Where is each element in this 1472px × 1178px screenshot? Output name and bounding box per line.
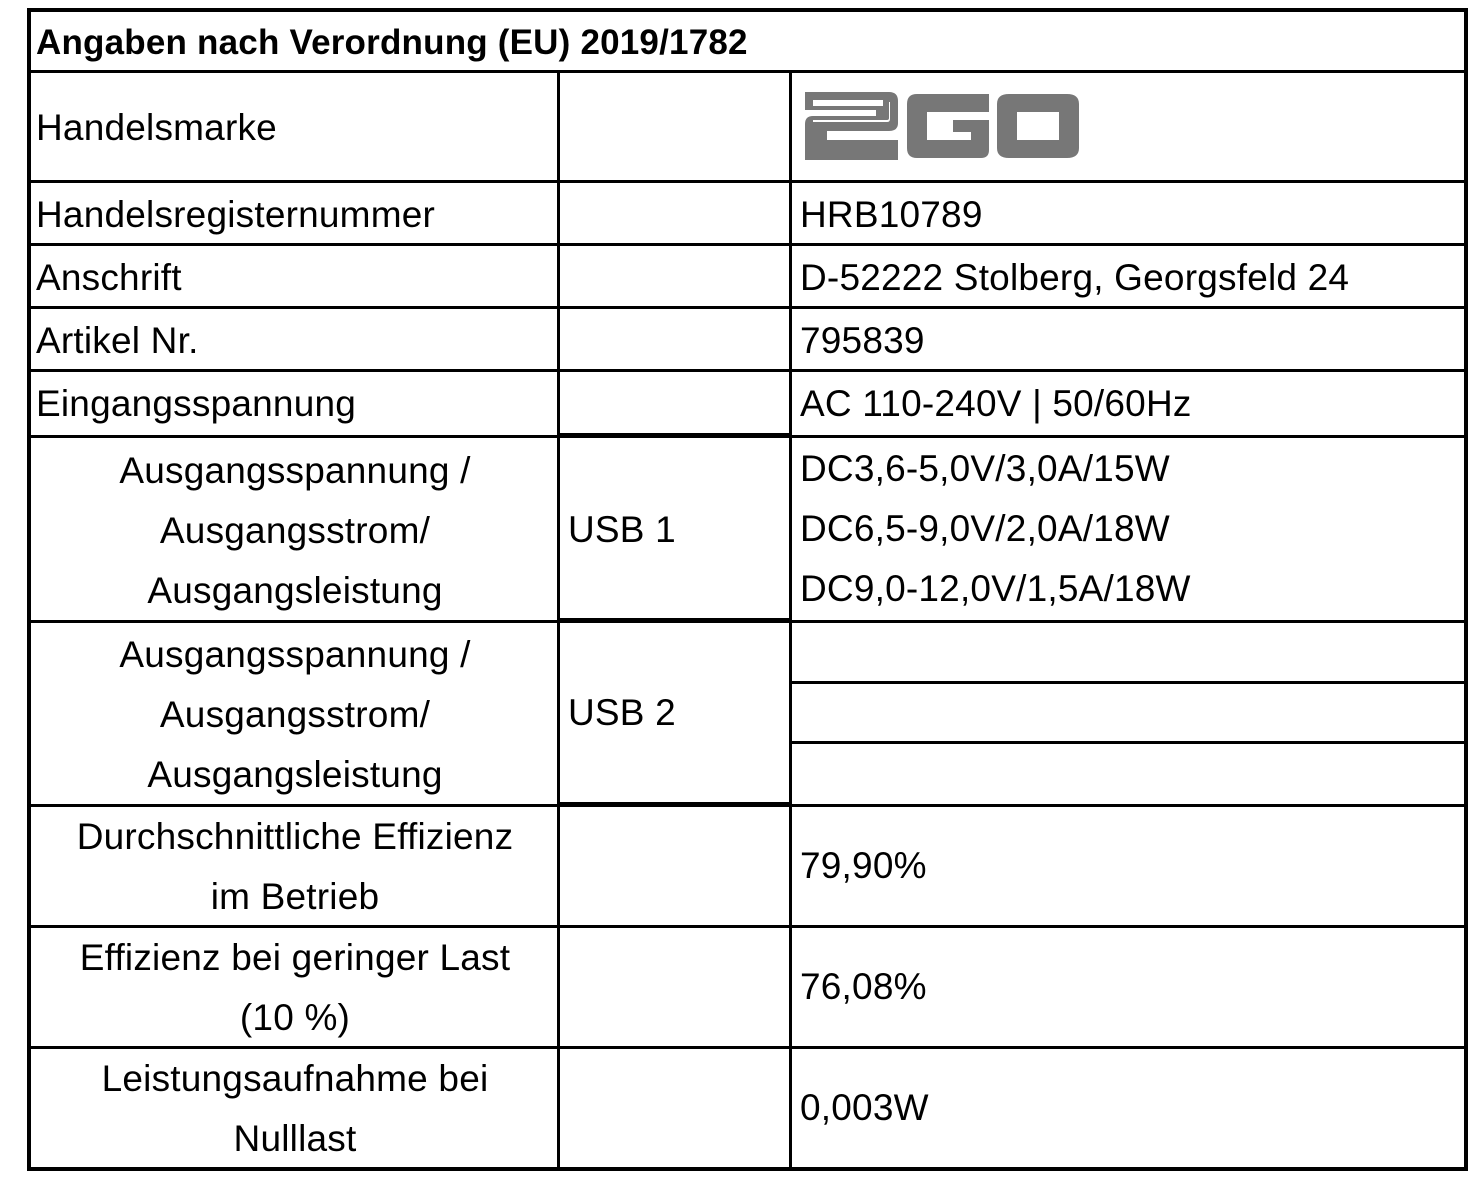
no-load-label — [30, 1049, 560, 1169]
efficiency-label — [30, 807, 560, 927]
usb1-value-line: DC6,5-9,0V/2,0A/18W — [800, 508, 1170, 549]
efficiency-label-line: im Betrieb — [210, 876, 380, 917]
table-rule — [560, 802, 792, 807]
no-load-label-line: Nulllast — [233, 1118, 357, 1159]
row-label: Anschrift — [36, 257, 182, 298]
row-value: AC 110-240V | 50/60Hz — [800, 383, 1192, 424]
usb1-values — [800, 439, 1191, 619]
usb1-port: USB 1 — [568, 509, 676, 550]
low-load-label-line: Effizienz bei geringer Last — [79, 937, 511, 978]
usb2-label — [30, 625, 560, 805]
no-load-label-line: Leistungsaufnahme bei — [101, 1058, 489, 1099]
table-rule — [789, 70, 792, 1171]
usb1-label — [30, 441, 560, 621]
table-rule — [792, 741, 1468, 744]
usb1-value-line: DC3,6-5,0V/3,0A/15W — [800, 448, 1170, 489]
low-load-value: 76,08% — [800, 966, 927, 1007]
row-label: Handelsregisternummer — [36, 194, 436, 235]
brand-logo — [803, 90, 1083, 162]
table-rule — [27, 180, 1468, 183]
no-load-value: 0,003W — [800, 1087, 929, 1128]
usb1-value-line: DC9,0-12,0V/1,5A/18W — [800, 568, 1191, 609]
usb2-label-line: Ausgangsleistung — [147, 754, 443, 795]
usb1-label-line: Ausgangsstrom/ — [159, 510, 431, 551]
table-rule — [792, 681, 1468, 684]
low-load-label — [30, 928, 560, 1048]
usb2-label-line: Ausgangsstrom/ — [159, 694, 431, 735]
table-title: Angaben nach Verordnung (EU) 2019/1782 — [36, 23, 748, 62]
brand-logo-mark — [803, 90, 1079, 162]
usb1-label-line: Ausgangsleistung — [147, 570, 443, 611]
row-label: Handelsmarke — [36, 107, 277, 148]
row-value: 795839 — [800, 320, 925, 361]
low-load-label-line: (10 %) — [239, 997, 351, 1038]
efficiency-value: 79,90% — [800, 845, 927, 886]
table-rule — [560, 618, 792, 623]
row-value: D-52222 Stolberg, Georgsfeld 24 — [800, 257, 1350, 298]
row-value: HRB10789 — [800, 194, 983, 235]
row-label: Eingangsspannung — [36, 383, 357, 424]
table-rule — [27, 369, 1468, 372]
usb2-label-line: Ausgangsspannung / — [119, 634, 471, 675]
usb1-label-line: Ausgangsspannung / — [119, 450, 471, 491]
usb2-port: USB 2 — [568, 692, 676, 733]
efficiency-label-line: Durchschnittliche Effizienz — [76, 816, 514, 857]
table-rule — [560, 433, 792, 438]
row-label: Artikel Nr. — [36, 320, 199, 361]
